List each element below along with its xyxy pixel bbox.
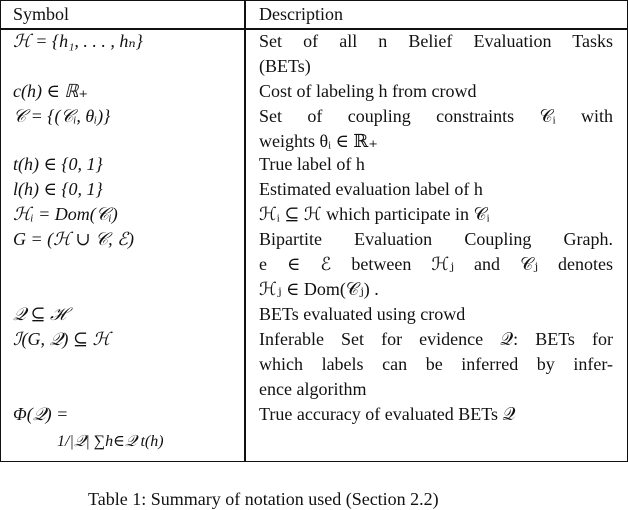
description-line: (BETs) (259, 56, 311, 76)
description-cell (259, 402, 613, 427)
description-cell (259, 227, 613, 302)
symbol-cell: l(h) ∈ {0, 1} (13, 179, 103, 199)
symbol-cell: ℋ = {h₁, . . . , hₙ} (13, 31, 143, 51)
description-line: True accuracy of evaluated BETs 𝒬 (259, 404, 516, 424)
symbol-cell: ℐ(G, 𝒬) ⊆ ℋ (13, 329, 111, 349)
description-line: Bipartite Evaluation Coupling Graph. (259, 229, 613, 249)
description-line: ℋⱼ ∈ Dom(𝒞ⱼ) . (259, 279, 379, 299)
description-line: True label of h (259, 154, 365, 174)
description-line: e ∈ ℰ between ℋⱼ and 𝒞ⱼ denotes (259, 254, 613, 274)
description-line: Set of coupling constraints 𝒞ᵢ with (259, 106, 613, 126)
description-line: which labels can be inferred by infer- (259, 354, 613, 374)
symbol-cell: Φ(𝒬) = (13, 404, 69, 424)
description-cell (259, 177, 613, 202)
description-line: weights θᵢ ∈ ℝ₊ (259, 131, 378, 151)
description-cell (259, 202, 613, 227)
symbol-cell: 𝒬 ⊆ ℋ (13, 304, 67, 324)
description-line: Estimated evaluation label of h (259, 179, 483, 199)
description-cell (259, 327, 613, 402)
symbol-cell: t(h) ∈ {0, 1} (13, 154, 103, 174)
description-line: BETs evaluated using crowd (259, 304, 466, 324)
header-symbol: Symbol (13, 4, 70, 24)
description-line: ℋᵢ ⊆ ℋ which participate in 𝒞ᵢ (259, 204, 490, 224)
description-cell (259, 152, 613, 177)
description-line: Inferable Set for evidence 𝒬: BETs for (259, 329, 613, 349)
description-line: ence algorithm (259, 379, 367, 399)
table-caption: Table 1: Summary of notation used (Section 2.2) (88, 489, 439, 509)
column-divider (244, 1, 246, 461)
description-cell (259, 29, 613, 79)
symbol-cell: 𝒞 = {(𝒞ᵢ, θᵢ)} (13, 106, 111, 126)
description-line: Set of all n Belief Evaluation Tasks (259, 31, 613, 51)
symbol-cell: c(h) ∈ ℝ₊ (13, 81, 89, 101)
description-cell (259, 302, 613, 327)
description-cell (259, 104, 613, 154)
symbol-cell-continuation: 1/|𝒬| ∑h∈𝒬 t(h) (57, 433, 164, 450)
description-cell (259, 79, 613, 104)
description-line: Cost of labeling h from crowd (259, 81, 477, 101)
header-description: Description (259, 4, 343, 24)
symbol-cell: ℋᵢ = Dom(𝒞ᵢ) (13, 204, 118, 224)
symbol-cell: G = (ℋ ∪ 𝒞, ℰ) (13, 229, 135, 249)
